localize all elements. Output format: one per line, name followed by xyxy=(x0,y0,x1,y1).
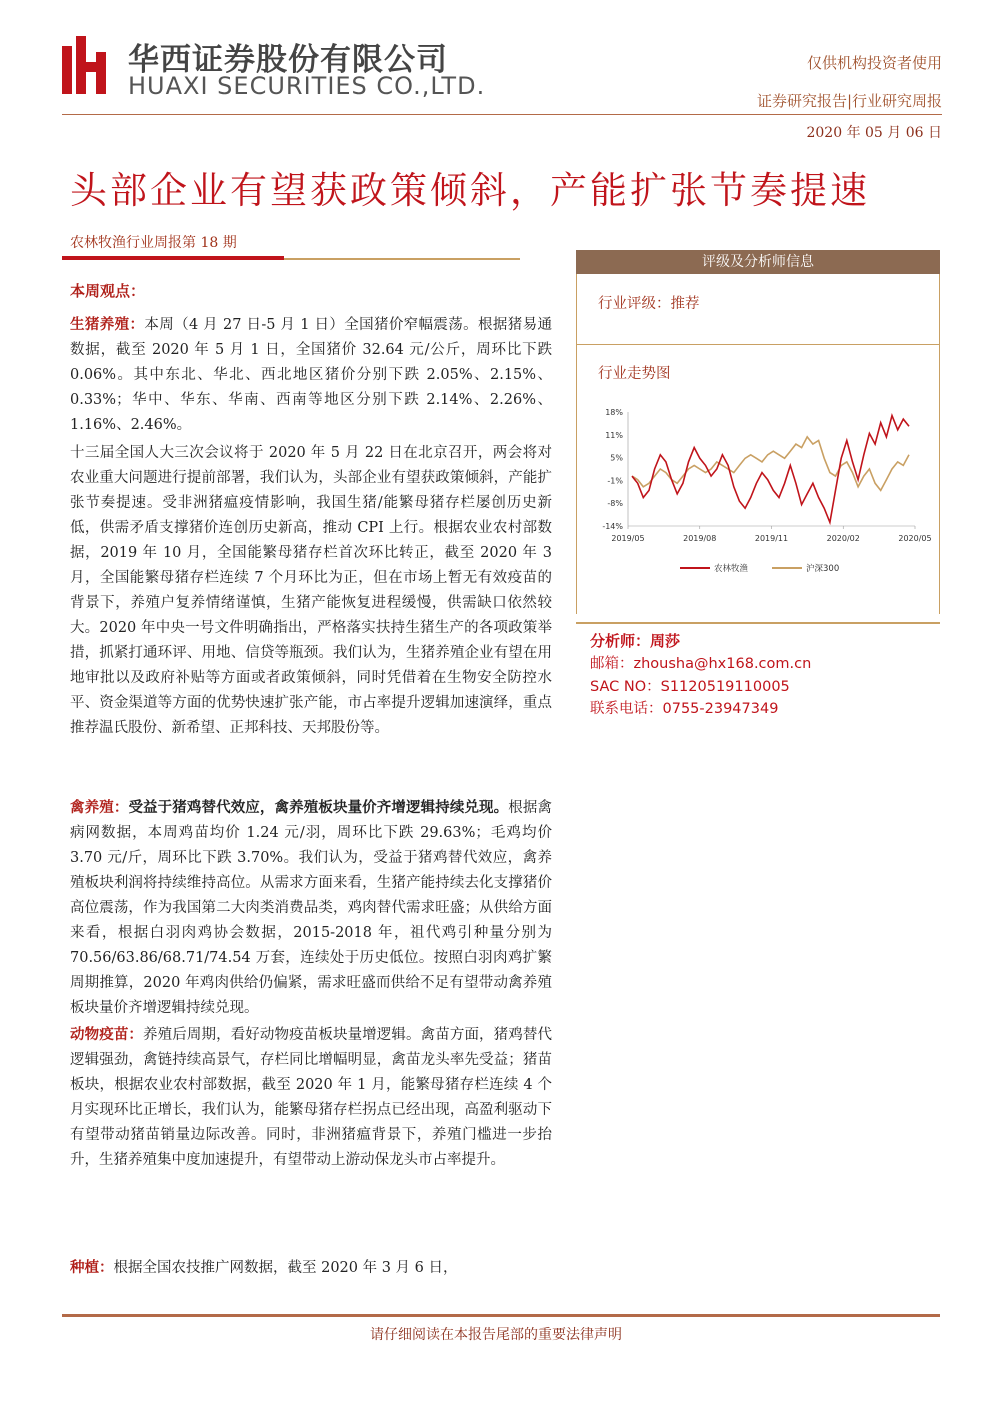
paragraph-hog xyxy=(70,312,552,438)
chart-lines xyxy=(632,416,909,523)
x-tick-label: 2019/11 xyxy=(754,534,789,543)
sidebar-header: 评级及分析师信息 xyxy=(576,250,940,274)
footer-divider xyxy=(62,1314,940,1317)
analyst-email[interactable]: 邮箱：zhousha@hx168.com.cn xyxy=(590,656,812,672)
report-type: 证券研究报告|行业研究周报 xyxy=(756,92,942,110)
paragraph-lead-bold: 受益于猪鸡替代效应，禽养殖板块量价齐增逻辑持续兑现。 xyxy=(128,799,509,816)
report-date: 2020 年 05 月 06 日 xyxy=(806,125,942,141)
paragraph-text: 本周（4 月 27 日-5 月 1 日）全国猪价窄幅震荡。根据猪易通数据，截至 2020 年 5 月 1 日，全国猪价 32.64 元/公斤，周环比下跌 0.06%。其中东北、华北、西北地区猪价分别下跌 2.05%、2.15%、0.33%；华中、华东、华南、西南等地区分别下跌 2.14%、2.26%、1.16%、2.46%。 xyxy=(70,317,553,433)
paragraph-text: 根据全国农技推广网数据，截至 2020 年 3 月 6 日， xyxy=(113,1260,458,1276)
x-tick-label: 2020/02 xyxy=(826,534,860,543)
x-tick-label: 2019/08 xyxy=(683,534,717,543)
y-tick-label: 11% xyxy=(605,430,623,440)
legend-label: 沪深300 xyxy=(806,564,840,574)
paragraph-lead: 种植： xyxy=(70,1259,114,1276)
paragraph-poultry xyxy=(70,795,552,1021)
series-line xyxy=(632,416,909,523)
y-tick-label: 5% xyxy=(610,453,623,463)
section-heading: 本周观点： xyxy=(70,282,146,300)
header-divider xyxy=(62,114,942,115)
audience-notice: 仅供机构投资者使用 xyxy=(806,54,942,72)
y-tick-label: 18% xyxy=(605,408,623,417)
paragraph-text: 十三届全国人大三次会议将于 2020 年 5 月 22 日在北京召开，两会将对农业重大问题进行提前部署，我们认为，头部企业有望获政策倾斜，产能扩张节奏提速。受非洲猪瘟疫情影响，我国生猪/能繁母猪存栏屡创历史新低，供需矛盾支撑猪价连创历史新高，推动 CPI 上行。根据农业农村部数据，2019 年 10 月，全国能繁母猪存栏首次环比转正，截至 2020 年 3 月，全国能繁母猪存栏连续 7 个月环比为正，但在市场上暂无有效疫苗的背景下，养殖户复养情绪谨慎，生猪产能恢复进程缓慢，供需缺口依然较大。2020 年中央一号文件明确指出，严格落实扶持生猪生产的各项政策举措，抓紧打通环评、用地、信贷等瓶颈。我们认为，生猪养殖企业有望在用地审批以及政府补贴等方面或者政策倾斜，同时凭借着在生物安全防控水平、资金渠道等方面的优势快速扩张产能，市占率提升逻辑加速演绎，重点推荐温氏股份、新希望、正邦科技、天邦股份等。 xyxy=(70,445,552,736)
y-tick-label: -1% xyxy=(607,476,623,486)
chart-legend xyxy=(680,563,839,574)
y-tick-label: -14% xyxy=(602,522,623,531)
legend-label: 农林牧渔 xyxy=(714,564,749,574)
paragraph-planting xyxy=(70,1255,552,1281)
analyst-phone: 联系电话：0755-23947349 xyxy=(590,701,779,717)
subtitle-bar-red xyxy=(62,256,284,260)
analyst-sac: SAC NO：S1120519110005 xyxy=(590,679,790,695)
paragraph-text: 养殖后周期，看好动物疫苗板块量增逻辑。禽苗方面，猪鸡替代逻辑强劲，禽链持续高景气，存栏同比增幅明显，禽苗龙头率先受益；猪苗板块，根据农业农村部数据，截至 2020 年 1 月，能繁母猪存栏连续 4 个月实现环比正增长，我们认为，能繁母猪存栏拐点已经出现，高盈利驱动下有望带动猪苗销量边际改善。同时，非洲猪瘟背景下，养殖门槛进一步抬升，生猪养殖集中度加速提升，有望带动上游动保龙头市占率提升。 xyxy=(70,1027,552,1168)
subtitle-bar-tan xyxy=(284,258,520,260)
rating-divider xyxy=(576,344,940,345)
x-tick-label: 2019/05 xyxy=(611,534,645,543)
company-logo xyxy=(62,36,110,94)
paragraph-policy xyxy=(70,441,552,741)
paragraph-text: 根据禽病网数据，本周鸡苗均价 1.24 元/羽，周环比下跌 29.63%；毛鸡均价 3.70 元/斤，周环比下跌 3.70%。我们认为，受益于猪鸡替代效应，禽养殖板块利润将持续维持高位。从需求方面来看，生猪产能持续去化支撑猪价高位震荡，作为我国第二大肉类消费品类，鸡肉替代需求旺盛；从供给方面来看，根据白羽肉鸡协会数据，2015-2018 年，祖代鸡引种量分别为 70.56/63.86/68.71/74.54 万套，连续处于历史低位。按照白羽肉鸡扩繁周期推算，2020 年鸡肉供给仍偏紧，需求旺盛而供给不足有望带动禽养殖板块量价齐增逻辑持续兑现。 xyxy=(70,800,552,1016)
industry-rating: 行业评级：推荐 xyxy=(598,296,700,312)
report-subtitle: 农林牧渔行业周报第 18 期 xyxy=(70,235,237,251)
analyst-divider xyxy=(576,622,940,624)
company-name-en: HUAXI SECURITIES CO.,LTD. xyxy=(128,72,486,100)
trend-chart xyxy=(590,400,940,589)
y-tick-label: -8% xyxy=(607,499,623,509)
analyst-name: 分析师：周莎 xyxy=(590,632,681,650)
x-tick-label: 2020/05 xyxy=(898,534,932,543)
paragraph-lead: 动物疫苗： xyxy=(70,1026,144,1043)
company-name-cn: 华西证券股份有限公司 xyxy=(128,42,448,78)
trend-chart-label: 行业走势图 xyxy=(598,366,671,382)
page-title: 头部企业有望获政策倾斜，产能扩张节奏提速 xyxy=(70,169,870,212)
y-axis xyxy=(602,408,628,531)
paragraph-vaccine xyxy=(70,1022,552,1173)
paragraph-lead: 生猪养殖： xyxy=(70,316,145,333)
x-axis xyxy=(611,526,931,543)
series-line xyxy=(632,437,909,491)
paragraph-lead: 禽养殖： xyxy=(70,799,129,816)
footer-disclaimer: 请仔细阅读在本报告尾部的重要法律声明 xyxy=(370,1327,622,1343)
